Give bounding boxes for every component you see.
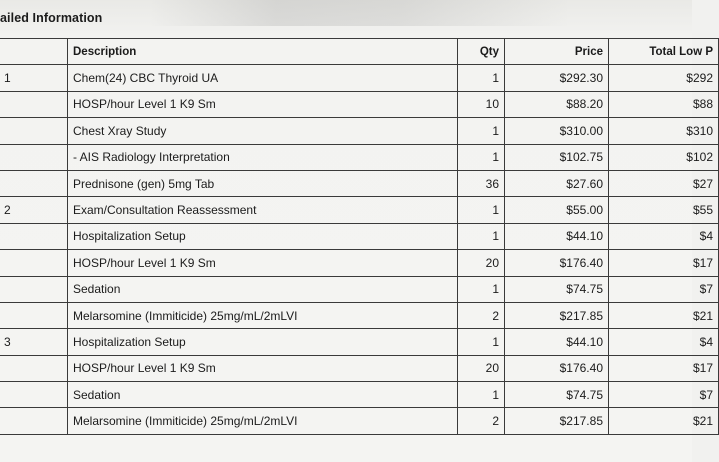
cell-total: $55 (609, 197, 719, 223)
cell-total: $88 (609, 91, 719, 117)
cell-description: Prednisone (gen) 5mg Tab (68, 170, 458, 196)
table-row (0, 91, 719, 117)
cell-qty: 1 (458, 223, 505, 249)
cell-group: 3 (0, 329, 68, 355)
scan-shadow (150, 0, 570, 26)
table-row (0, 276, 719, 302)
cell-group (0, 250, 68, 276)
cell-qty: 36 (458, 170, 505, 196)
cell-price: $217.85 (505, 408, 609, 434)
cell-description: HOSP/hour Level 1 K9 Sm (68, 91, 458, 117)
cell-description: Chem(24) CBC Thyroid UA (68, 65, 458, 91)
cell-description: Melarsomine (Immiticide) 25mg/mL/2mLVI (68, 408, 458, 434)
cell-price: $55.00 (505, 197, 609, 223)
cell-price: $27.60 (505, 170, 609, 196)
cell-total: $310 (609, 118, 719, 144)
cell-group (0, 408, 68, 434)
cell-price: $44.10 (505, 329, 609, 355)
cell-price: $310.00 (505, 118, 609, 144)
header-total: Total Low P (609, 39, 719, 65)
cell-price: $176.40 (505, 355, 609, 381)
cell-group (0, 170, 68, 196)
cell-description: - AIS Radiology Interpretation (68, 144, 458, 170)
table-row (0, 197, 719, 223)
cell-group (0, 91, 68, 117)
cell-total: $7 (609, 382, 719, 408)
cell-qty: 2 (458, 408, 505, 434)
table-header-row (0, 39, 719, 65)
cell-description: HOSP/hour Level 1 K9 Sm (68, 355, 458, 381)
table-row (0, 355, 719, 381)
cell-total: $21 (609, 408, 719, 434)
cell-description: Melarsomine (Immiticide) 25mg/mL/2mLVI (68, 302, 458, 328)
cell-price: $74.75 (505, 382, 609, 408)
detail-table (0, 38, 719, 435)
cell-description: Exam/Consultation Reassessment (68, 197, 458, 223)
cell-qty: 1 (458, 197, 505, 223)
cell-description: Hospitalization Setup (68, 223, 458, 249)
table-row (0, 144, 719, 170)
cell-total: $27 (609, 170, 719, 196)
table-row (0, 250, 719, 276)
table-row (0, 65, 719, 91)
table-row (0, 329, 719, 355)
cell-price: $292.30 (505, 65, 609, 91)
cell-qty: 1 (458, 276, 505, 302)
cell-group (0, 302, 68, 328)
cell-total: $17 (609, 250, 719, 276)
cell-group (0, 118, 68, 144)
cell-price: $88.20 (505, 91, 609, 117)
cell-total: $7 (609, 276, 719, 302)
cell-qty: 1 (458, 382, 505, 408)
cell-group: 2 (0, 197, 68, 223)
cell-qty: 10 (458, 91, 505, 117)
cell-group (0, 276, 68, 302)
cell-description: Hospitalization Setup (68, 329, 458, 355)
cell-price: $74.75 (505, 276, 609, 302)
cell-total: $4 (609, 329, 719, 355)
table-row (0, 223, 719, 249)
cell-qty: 1 (458, 144, 505, 170)
table-body (0, 65, 719, 434)
cell-group (0, 382, 68, 408)
cell-group (0, 355, 68, 381)
cell-description: Chest Xray Study (68, 118, 458, 144)
cell-total: $17 (609, 355, 719, 381)
cell-qty: 20 (458, 355, 505, 381)
table-row (0, 170, 719, 196)
section-title: ailed Information (0, 11, 103, 25)
cell-price: $44.10 (505, 223, 609, 249)
header-qty: Qty (458, 39, 505, 65)
cell-total: $21 (609, 302, 719, 328)
cell-price: $217.85 (505, 302, 609, 328)
header-group (0, 39, 68, 65)
cell-total: $4 (609, 223, 719, 249)
table-row (0, 408, 719, 434)
cell-qty: 20 (458, 250, 505, 276)
cell-description: Sedation (68, 276, 458, 302)
cell-price: $102.75 (505, 144, 609, 170)
header-description: Description (68, 39, 458, 65)
cell-group (0, 144, 68, 170)
cell-qty: 1 (458, 329, 505, 355)
header-price: Price (505, 39, 609, 65)
table-row (0, 302, 719, 328)
cell-qty: 1 (458, 118, 505, 144)
table-row (0, 118, 719, 144)
cell-qty: 1 (458, 65, 505, 91)
cell-group (0, 223, 68, 249)
cell-group: 1 (0, 65, 68, 91)
cell-qty: 2 (458, 302, 505, 328)
cell-description: Sedation (68, 382, 458, 408)
cell-total: $102 (609, 144, 719, 170)
table-row (0, 382, 719, 408)
cell-description: HOSP/hour Level 1 K9 Sm (68, 250, 458, 276)
cell-price: $176.40 (505, 250, 609, 276)
cell-total: $292 (609, 65, 719, 91)
